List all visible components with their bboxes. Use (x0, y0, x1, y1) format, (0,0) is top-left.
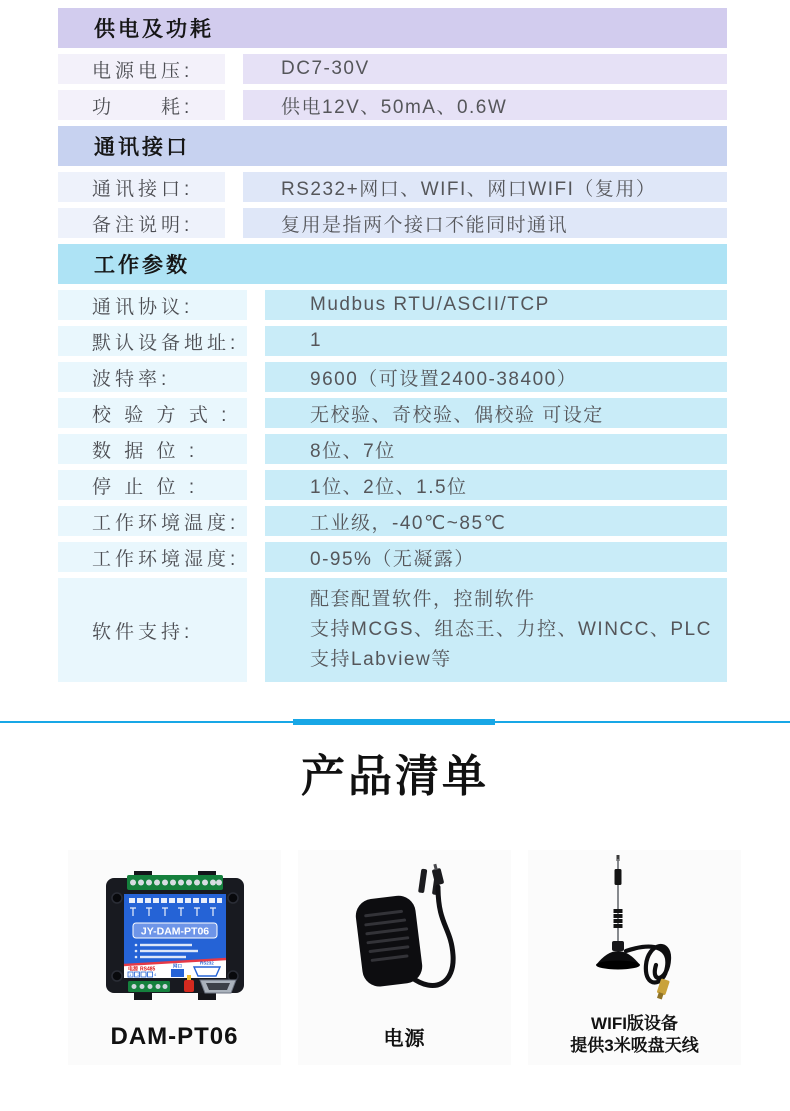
section-working-parameters (58, 244, 727, 682)
value-line: 配套配置软件，控制软件 (310, 589, 536, 610)
product-list-title: 产品清单 (301, 752, 489, 801)
value-line: 支持MCGS、组态王、力控、WINCC、PLC (310, 619, 712, 640)
spec-row-value: DC7-30V (243, 54, 727, 84)
spec-row-label: 软件支持: (58, 578, 247, 682)
spec-row-value: Mudbus RTU/ASCII/TCP (265, 290, 727, 320)
spec-row (58, 208, 727, 238)
product-caption: DAM-PT06 (110, 1023, 239, 1050)
device-lan-label: 网口 (172, 963, 182, 969)
spec-row-value: 复用是指两个接口不能同时通讯 (243, 208, 727, 238)
power-adapter-illustration (335, 861, 475, 1011)
spec-row-label: 通讯接口: (58, 172, 225, 202)
spec-row-value: RS232+网口、WIFI、网口WIFI（复用） (243, 172, 727, 202)
spec-row-label: 校 验 方 式 : (58, 398, 247, 428)
section-header: 工作参数 (58, 244, 727, 284)
device-power-label: 电源 (127, 966, 138, 973)
spec-row-value: 0-95%（无凝露） (265, 542, 727, 572)
value-line: 支持Labview等 (310, 649, 452, 670)
device-terminal-numbers: 1 2 3 4 (128, 972, 159, 978)
spec-row-value: 1 (265, 326, 727, 356)
product-card-power-adapter (298, 850, 511, 1065)
section-divider (0, 719, 790, 725)
spec-row-value: 无校验、奇校验、偶校验 可设定 (265, 398, 727, 428)
spec-row-label: 默认设备地址: (58, 326, 247, 356)
spec-row-label: 工作环境温度: (58, 506, 247, 536)
dam-pt06-module-illustration (100, 868, 250, 1003)
spec-row-value: 1位、2位、1.5位 (265, 470, 727, 500)
spec-row-value: 工业级，-40℃~85℃ (265, 506, 727, 536)
device-rs232-label: RS232 (199, 960, 214, 966)
product-caption-line2: 提供3米吸盘天线 (570, 1036, 699, 1055)
device-model-text: JY-DAM-PT06 (140, 925, 209, 938)
wifi-antenna-image (528, 850, 741, 1021)
dam-pt06-image (68, 850, 281, 1021)
spec-row-label: 功 耗: (58, 90, 225, 120)
spec-row (58, 290, 727, 320)
spec-row-value: 9600（可设置2400-38400） (265, 362, 727, 392)
spec-row (58, 172, 727, 202)
spec-row-software-support (58, 578, 727, 682)
spec-row (58, 434, 727, 464)
section-power-consumption (58, 8, 727, 120)
spec-row-label: 波特率: (58, 362, 247, 392)
spec-row (58, 470, 727, 500)
spec-table (58, 8, 727, 682)
spec-row-value (265, 578, 727, 682)
spec-row-label: 数 据 位 : (58, 434, 247, 464)
product-caption: 电源 (383, 1028, 426, 1050)
spec-row (58, 326, 727, 356)
section-header: 供电及功耗 (58, 8, 727, 48)
spec-row-label: 工作环境湿度: (58, 542, 247, 572)
spec-row-value: 8位、7位 (265, 434, 727, 464)
spec-row (58, 398, 727, 428)
spec-row-label: 备注说明: (58, 208, 225, 238)
spec-row-value: 供电12V、50mA、0.6W (243, 90, 727, 120)
spec-row-label: 停 止 位 : (58, 470, 247, 500)
product-cards (68, 850, 741, 1065)
product-caption-line1: WIFI版设备 (591, 1014, 678, 1033)
spec-row (58, 506, 727, 536)
spec-row-label: 通讯协议: (58, 290, 247, 320)
product-card-wifi-antenna (528, 850, 741, 1065)
divider-center-bar (293, 719, 495, 725)
spec-row (58, 542, 727, 572)
spec-row-label: 电源电压: (58, 54, 225, 84)
product-caption (528, 1013, 741, 1057)
spec-row (58, 362, 727, 392)
product-card-dam-pt06 (68, 850, 281, 1065)
wifi-antenna-illustration (560, 853, 710, 1018)
power-adapter-image (298, 850, 511, 1021)
spec-row (58, 90, 727, 120)
section-communication-interface (58, 126, 727, 238)
device-rs485-label: RS485 (139, 966, 155, 973)
section-header: 通讯接口 (58, 126, 727, 166)
spec-row (58, 54, 727, 84)
